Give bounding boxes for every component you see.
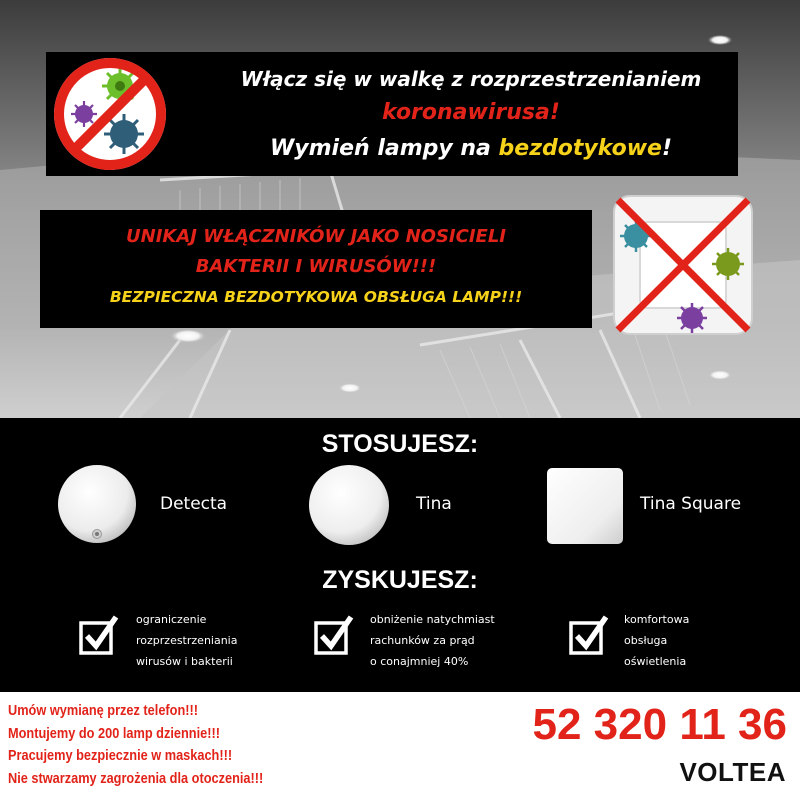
benefit-3-line-3: oświetlenia bbox=[624, 655, 687, 668]
benefit-1-line-2: rozprzestrzeniania bbox=[136, 634, 238, 647]
detecta-lamp-image bbox=[57, 464, 137, 544]
footer-slogan-1: Umów wymianę przez telefon!!! bbox=[8, 703, 199, 719]
headline-line-3-prefix: Wymień lampy na bbox=[270, 136, 499, 161]
checkbox-check-icon bbox=[313, 614, 355, 656]
product-label-tina: Tina bbox=[416, 494, 452, 514]
crossed-light-switch-icon bbox=[610, 192, 756, 338]
warning-banner bbox=[40, 210, 592, 328]
footer-slogan-4: Nie stwarzamy zagrożenia dla otoczenia!!! bbox=[8, 770, 264, 787]
headline-line-3-suffix: ! bbox=[661, 136, 672, 161]
zyskujesz-title: ZYSKUJESZ: bbox=[322, 566, 478, 594]
benefit-3-line-1: komfortowa bbox=[624, 613, 690, 626]
tina-lamp-image bbox=[308, 464, 390, 546]
headline-line-3 bbox=[216, 130, 726, 168]
benefit-1-line-1: ograniczenie bbox=[136, 613, 207, 626]
tina-square-lamp-image bbox=[546, 467, 624, 545]
benefit-1-text bbox=[136, 609, 237, 672]
warning-line-2: BAKTERII I WIRUSÓW!!! bbox=[195, 256, 437, 277]
headline-line-1: Włącz się w walkę z rozprzestrzenianiem bbox=[240, 67, 702, 91]
headline-highlight: bezdotykowe bbox=[498, 136, 662, 161]
product-label-detecta: Detecta bbox=[160, 494, 228, 514]
voltea-logo: VOLTEA bbox=[679, 757, 786, 787]
no-virus-prohibition-icon bbox=[50, 54, 170, 174]
checkbox-check-icon bbox=[568, 614, 610, 656]
benefit-2-text bbox=[370, 609, 495, 672]
benefit-2-line-2: rachunków za prąd bbox=[370, 634, 475, 647]
phone-number[interactable]: 52 320 11 36 bbox=[532, 700, 787, 749]
headline-text bbox=[216, 62, 726, 168]
footer-slogan-3: Pracujemy bezpiecznie w maskach!!! bbox=[8, 748, 233, 764]
warning-line-3: BEZPIECZNA BEZDOTYKOWA OBSŁUGA LAMP!!! bbox=[109, 288, 523, 306]
stosujesz-title: STOSUJESZ: bbox=[321, 430, 479, 458]
benefit-2-line-3: o conajmniej 40% bbox=[370, 655, 469, 668]
footer-slogan-2: Montujemy do 200 lamp dziennie!!! bbox=[8, 725, 220, 742]
headline-line-2: koronawirusa! bbox=[382, 100, 560, 125]
headline-banner bbox=[46, 52, 738, 176]
benefit-2-line-1: obniżenie natychmiast bbox=[370, 613, 495, 626]
warning-line-1: UNIKAJ WŁĄCZNIKÓW JAKO NOSICIELI bbox=[126, 226, 506, 247]
benefit-1-line-3: wirusów i bakterii bbox=[136, 655, 233, 668]
benefit-3-text bbox=[624, 609, 689, 672]
benefit-3-line-2: obsługa bbox=[624, 634, 668, 647]
warning-text bbox=[40, 222, 592, 312]
product-label-tina-square: Tina Square bbox=[640, 494, 742, 514]
footer-slogans bbox=[8, 700, 263, 790]
checkbox-check-icon bbox=[78, 614, 120, 656]
